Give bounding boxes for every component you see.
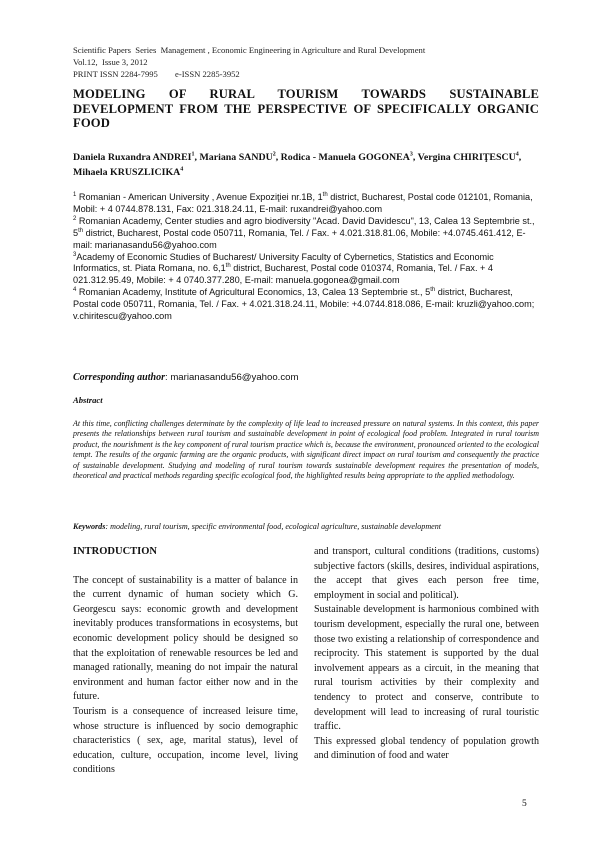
- affiliation-text: district, Bucharest, Postal code 012101, Romania, Mobil: + 4 0744.878.131, Fax: 021.318.24.11, E-mail: ruxandrei@yahoo.com: [73, 192, 533, 214]
- affiliation-text: Romanian Academy, Institute of Agricultural Economics, 13, Calea 13 Septembrie st., 5: [76, 287, 431, 298]
- corresponding-author-email: : marianasandu56@yahoo.com: [164, 372, 299, 383]
- affiliation-text: district, Bucharest, Postal code 050711, Romania, Tel. / Fax. + 4.021.318.24.11, Mobile: +4.0744.818.086, E-mail: kruzli@yahoo.com; v.chiritescu@yahoo.com: [73, 287, 535, 322]
- right-column: [314, 545, 539, 764]
- author-list: [73, 150, 539, 180]
- ordinal-suffix: th: [430, 287, 436, 294]
- affiliation-3: [73, 252, 539, 288]
- journal-issn-line: PRINT ISSN 2284-7995 e-ISSN 2285-3952: [73, 69, 240, 79]
- page-number: 5: [522, 799, 527, 809]
- paragraph: Tourism is a consequence of increased leisure time, whose structure is influenced by socio demographic characteristics ( sex, age, marital status), level of education, culture, occupation, income level, living conditions: [73, 705, 298, 776]
- affiliation-2: [73, 216, 539, 252]
- affiliation-number: 4: [73, 287, 77, 294]
- author-affiliation-mark: 1: [191, 151, 195, 158]
- section-heading-introduction: INTRODUCTION: [73, 546, 158, 557]
- ordinal-suffix: th: [225, 263, 231, 270]
- affiliation-text: Romanian - American University , Avenue Expoziţiei nr.1B, 1: [76, 192, 323, 202]
- paper-title: MODELING OF RURAL TOURISM TOWARDS SUSTAINABLE DEVELOPMENT FROM THE PERSPECTIVE OF SPECIFICALLY ORGANIC FOOD: [73, 87, 539, 131]
- affiliation-4: [73, 287, 539, 323]
- left-column: [73, 545, 298, 778]
- author-name: , Mihaela KRUSZLICIKA: [73, 152, 522, 178]
- affiliation-text: Romanian Academy, Center studies and agro biodiversity "Acad. David Davidescu", 13, Calea 13 Septembrie st., 5: [73, 215, 535, 238]
- journal-volume-line: Vol.12, Issue 3, 2012: [73, 57, 148, 67]
- ordinal-suffix: th: [322, 191, 328, 198]
- paragraph: This expressed global tendency of population growth and diminution of food and water: [314, 735, 539, 762]
- author-affiliation-mark: 2: [272, 151, 276, 158]
- author-affiliation-mark: 4: [180, 166, 184, 173]
- author-affiliation-mark: 3: [409, 151, 413, 158]
- affiliation-number: 3: [73, 251, 77, 258]
- author-name: , Rodica - Manuela GOGONEA: [275, 152, 410, 163]
- affiliation-number: 2: [73, 215, 77, 222]
- corresponding-author: [73, 372, 539, 383]
- keywords-label: Keywords: [73, 522, 106, 531]
- affiliation-1: [73, 192, 539, 216]
- author-name: , Mariana SANDU: [194, 152, 273, 163]
- keywords: [73, 522, 539, 531]
- affiliation-text: district, Bucharest, Postal code 050711, Romania, Tel. / Fax. + 4.021.318.81.06, Mobile: +4.0745.461.412, E-mail: marianasandu56@yahoo.com: [73, 227, 526, 250]
- affiliation-text: Academy of Economic Studies of Bucharest/ University Faculty of Cybernetics, Statistics and Economic Informatics, st. Piata Romana, no. 6,1: [73, 251, 494, 274]
- author-name: Daniela Ruxandra ANDREI: [73, 152, 192, 163]
- affiliations: [73, 192, 539, 323]
- affiliation-number: 1: [73, 191, 77, 198]
- author-name: , Vergina CHIRIŢESCU: [412, 152, 516, 163]
- abstract-text: At this time, conflicting challenges determinate by the complexity of life lead to increased pressure on natural systems. In this context, this paper presents the relationships between rural tourism and sustainable development in point of ecological food problem. Integrated in rural tourism product, the nourishment is the key component of rural tourism practice which is, because the environment, pronounced oriented to the ecological tempt. The results of the organic farming are the organic products, with significant direct impact on rural tourism and consequently the practice of sustainable development. Studying and modeling of rural tourism towards sustainable development requires the presentation of models, theoretical and practical methods regarding specific ecological food, the highlighted results being appropriate to the applied methodology.: [73, 419, 539, 481]
- abstract-heading: Abstract: [73, 395, 103, 405]
- journal-header: [73, 44, 425, 80]
- paragraph: The concept of sustainability is a matter of balance in the current dynamic of human society which G. Georgescu says: economic growth and development inevitably produces transformations in ecosystems, but economic development policy should be designed so that the exploitation of renewable resources be led and managed rationally, meaning do not impair the natural environment and human factor either now and in the future.: [73, 574, 298, 703]
- paragraph: and transport, cultural conditions (traditions, customs) subjective factors (skills, desires, individual aspirations, the accept that gives each person free time, employment in social and political).: [314, 546, 539, 601]
- author-affiliation-mark: 4: [515, 151, 519, 158]
- ordinal-suffix: th: [78, 227, 84, 234]
- keywords-list: : modeling, rural tourism, specific environmental food, ecological agriculture, sustainable development: [105, 522, 442, 531]
- journal-series-line: Scientific Papers Series Management , Economic Engineering in Agriculture and Rural Development: [73, 45, 426, 55]
- affiliation-text: district, Bucharest, Postal code 010374, Romania, Tel. / Fax. + 4 021.312.95.49, Mobile: + 4 0740.377.280, E-mail: manuela.gogonea@gmail.com: [73, 263, 493, 286]
- paragraph: Sustainable development is harmonious combined with tourism development, especially the rural one, between those two existing a relationship of correspondence and reciprocity. This statement is supported by the dual involvement appears as a circuit, in the meaning that rural tourism activities by their complexity and tendency to protect and conserve, contribute to development will lead to increasing of rural touristic traffic.: [314, 604, 539, 733]
- corresponding-author-label: Corresponding author: [73, 372, 165, 383]
